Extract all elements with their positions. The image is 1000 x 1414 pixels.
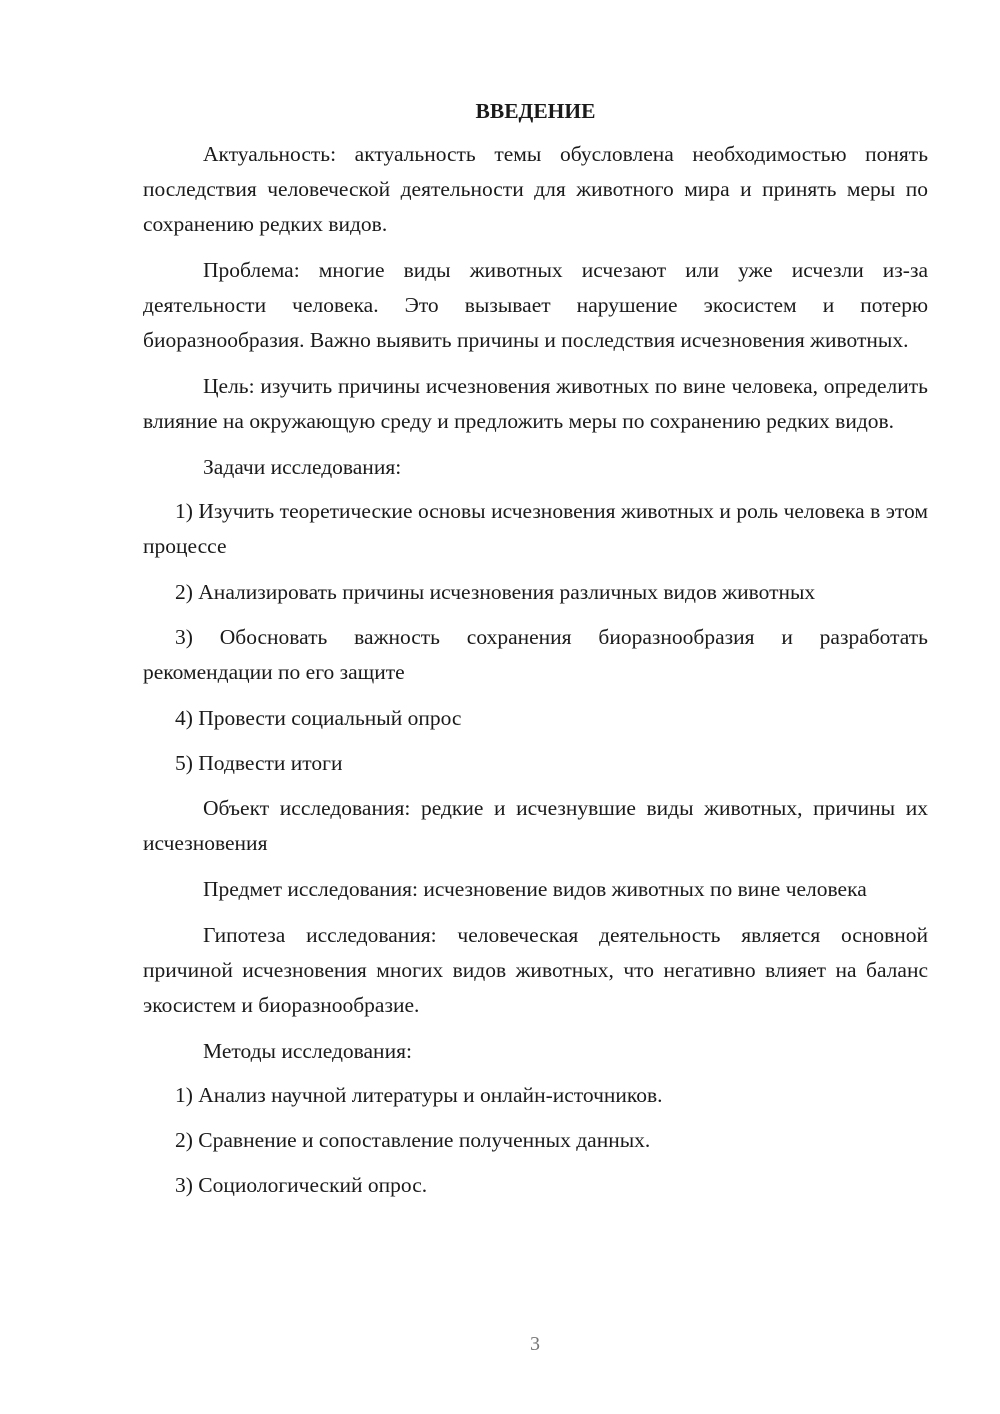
task-item-4: 4) Провести социальный опрос: [175, 706, 462, 730]
section-title: ВВЕДЕНИЕ: [475, 99, 596, 123]
goal-paragraph: Цель: изучить причины исчезновения животных по вине человека, определить влияние на окружающую среду и предложить меры по сохранению редких видов.: [143, 374, 928, 433]
method-item-1: 1) Анализ научной литературы и онлайн-источников.: [175, 1083, 663, 1107]
methods-heading: Методы исследования:: [203, 1039, 412, 1063]
problem-paragraph: Проблема: многие виды животных исчезают или уже исчезли из-за деятельности человека. Это вызывает нарушение экосистем и потерю биоразнообразия. Важно выявить причины и последствия исчезновения животных.: [143, 258, 928, 352]
page-number: 3: [530, 1333, 540, 1355]
tasks-heading: Задачи исследования:: [203, 455, 402, 479]
task-item-3: 3) Обосновать важность сохранения биоразнообразия и разработать рекомендации по его защите: [143, 625, 928, 684]
task-item-1: 1) Изучить теоретические основы исчезновения животных и роль человека в этом процессе: [143, 499, 928, 558]
subject-paragraph: Предмет исследования: исчезновение видов животных по вине человека: [203, 877, 867, 901]
method-item-2: 2) Сравнение и сопоставление полученных данных.: [175, 1128, 651, 1152]
relevance-paragraph: Актуальность: актуальность темы обусловлена необходимостью понять последствия человеческой деятельности для животного мира и принять меры по сохранению редких видов.: [143, 142, 928, 236]
hypothesis-paragraph: Гипотеза исследования: человеческая деятельность является основной причиной исчезновения многих видов животных, что негативно влияет на баланс экосистем и биоразнообразие.: [143, 923, 928, 1017]
task-item-2: 2) Анализировать причины исчезновения различных видов животных: [175, 580, 816, 604]
object-paragraph: Объект исследования: редкие и исчезнувшие виды животных, причины их исчезновения: [143, 796, 928, 855]
task-item-5: 5) Подвести итоги: [175, 751, 343, 775]
page-body: [143, 95, 928, 1213]
method-item-3: 3) Социологический опрос.: [175, 1173, 428, 1197]
